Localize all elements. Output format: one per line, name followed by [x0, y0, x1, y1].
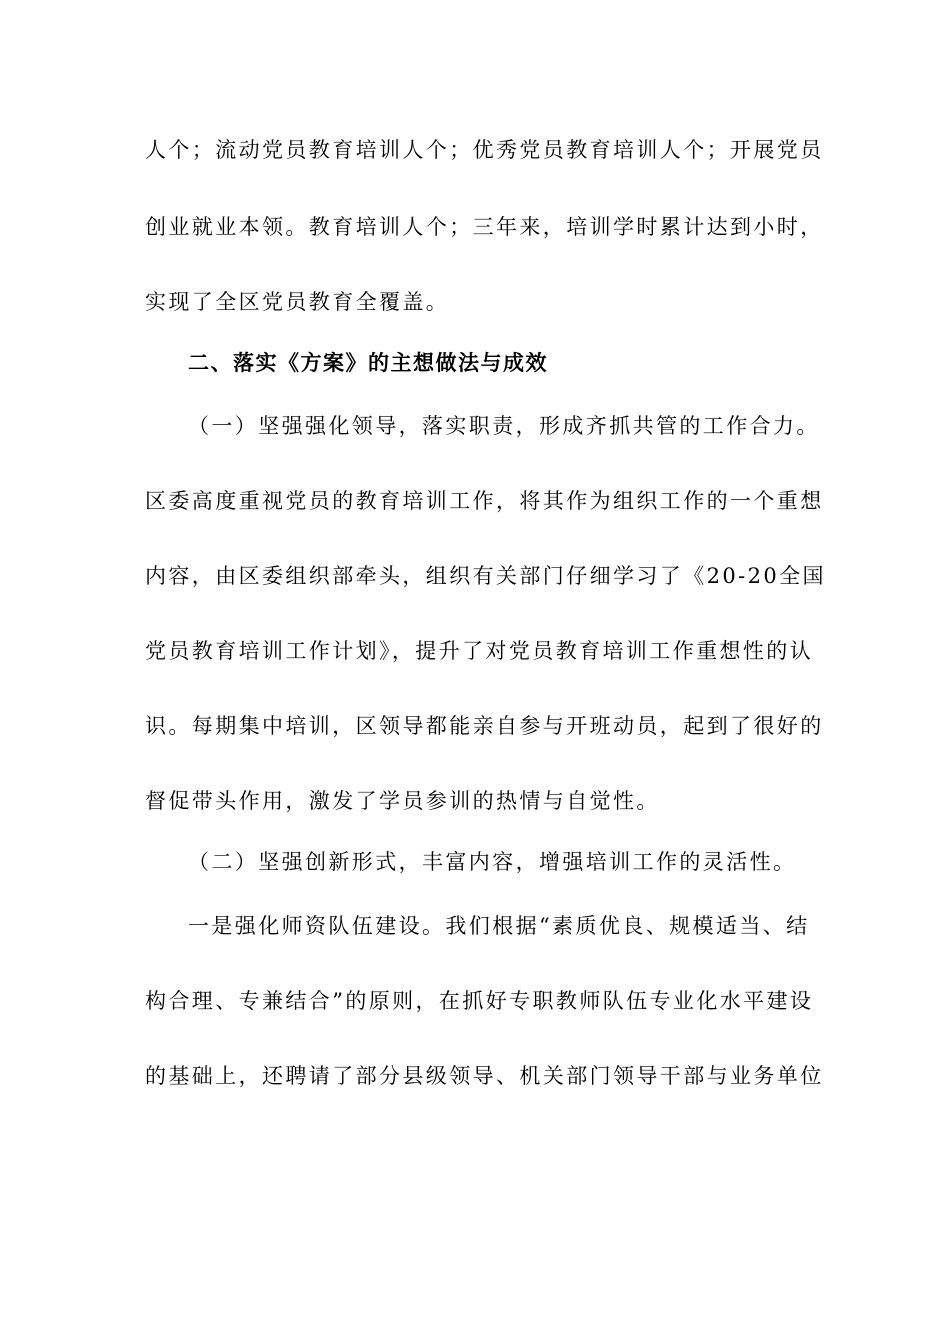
body-line: 识。每期集中培训，区领导都能亲自参与开班动员，起到了很好的 — [145, 714, 824, 738]
subsection-heading: （二）坚强创新形式，丰富内容，增强培训工作的灵活性。 — [188, 850, 797, 874]
body-line: 内容，由区委组织部牵头，组织有关部门仔细学习了《20-20全国 — [145, 564, 826, 588]
body-line: 督促带头作用，激发了学员参训的热情与自觉性。 — [145, 789, 660, 813]
body-line: 实现了全区党员教育全覆盖。 — [145, 290, 450, 314]
body-line: 一是强化师资队伍建设。我们根据“素质优良、规模适当、结 — [188, 914, 810, 938]
body-line: 区委高度重视党员的教育培训工作，将其作为组织工作的一个重想 — [145, 489, 824, 513]
subsection-heading: （一）坚强强化领导，落实职责，形成齐抓共管的工作合力。 — [188, 414, 820, 438]
body-line: 创业就业本领。教育培训人个；三年来，培训学时累计达到小时， — [145, 215, 824, 239]
body-line: 人个；流动党员教育培训人个；优秀党员教育培训人个；开展党员 — [145, 138, 824, 162]
body-line: 党员教育培训工作计划》，提升了对党员教育培训工作重想性的认 — [145, 639, 814, 663]
section-heading: 二、落实《方案》的主想做法与成效 — [188, 351, 548, 375]
body-line: 的基础上，还聘请了部分县级领导、机关部门领导干部与业务单位 — [145, 1064, 824, 1088]
body-line: 构合理、专兼结合”的原则，在抓好专职教师队伍专业化水平建设 — [145, 989, 814, 1013]
